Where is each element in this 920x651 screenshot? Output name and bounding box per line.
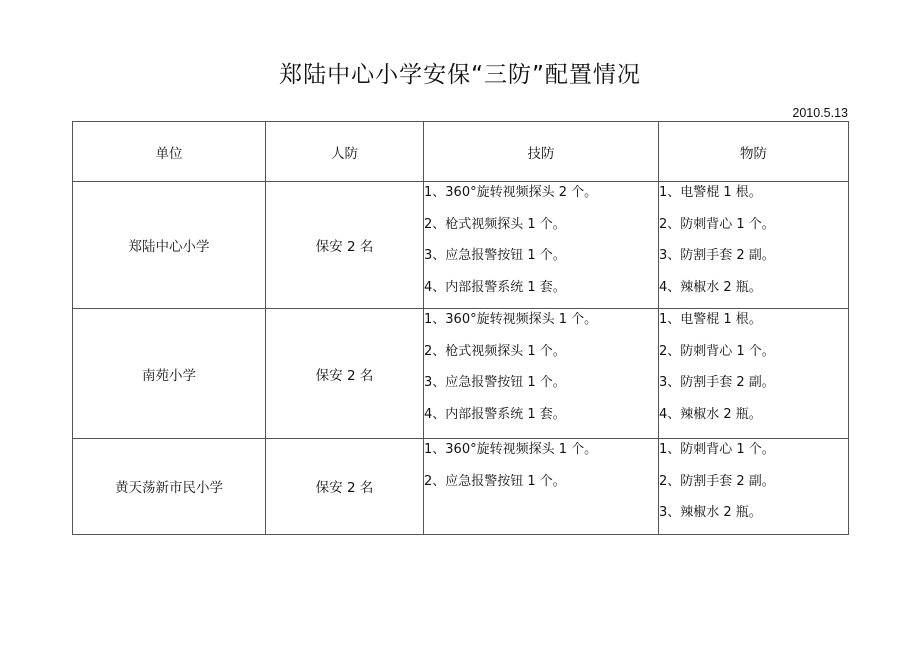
object-item: 3、辣椒水 2 瓶。 (659, 505, 762, 520)
security-config-table (72, 121, 849, 535)
document-date: 2010.5.13 (792, 106, 848, 120)
header-tech-defense: 技防 (424, 122, 659, 182)
table-header-row (73, 122, 849, 182)
tech-item: 1、360°旋转视频探头 1 个。 (424, 312, 598, 327)
person-cell: 保安 2 名 (266, 182, 424, 309)
unit-cell: 南苑小学 (73, 309, 266, 439)
table-row (73, 309, 849, 439)
tech-cell (424, 182, 659, 309)
table-row (73, 182, 849, 309)
object-cell (659, 182, 849, 309)
object-item: 4、辣椒水 2 瓶。 (659, 406, 762, 422)
person-cell: 保安 2 名 (266, 439, 424, 535)
table-row (73, 439, 849, 535)
object-item: 4、辣椒水 2 瓶。 (659, 279, 762, 295)
object-item: 1、防刺背心 1 个。 (659, 442, 775, 457)
header-person-defense: 人防 (266, 122, 424, 182)
page-title: 郑陆中心小学安保“三防”配置情况 (279, 62, 641, 88)
header-physical-defense: 物防 (659, 122, 849, 182)
object-item: 1、电警棍 1 根。 (659, 185, 762, 200)
tech-item: 4、内部报警系统 1 套。 (424, 406, 566, 422)
tech-item: 2、应急报警按钮 1 个。 (424, 473, 566, 489)
tech-item: 3、应急报警按钮 1 个。 (424, 375, 566, 390)
object-cell (659, 439, 849, 535)
object-item: 2、防刺背心 1 个。 (659, 216, 775, 232)
tech-item: 1、360°旋转视频探头 2 个。 (424, 185, 598, 200)
header-unit: 单位 (73, 122, 266, 182)
person-cell: 保安 2 名 (266, 309, 424, 439)
tech-item: 1、360°旋转视频探头 1 个。 (424, 442, 598, 457)
object-item: 2、防刺背心 1 个。 (659, 343, 775, 359)
tech-item: 2、枪式视频探头 1 个。 (424, 343, 566, 359)
object-item: 3、防割手套 2 副。 (659, 248, 775, 263)
tech-item: 2、枪式视频探头 1 个。 (424, 216, 566, 232)
tech-cell (424, 309, 659, 439)
object-item: 3、防割手套 2 副。 (659, 375, 775, 390)
tech-cell (424, 439, 659, 535)
object-cell (659, 309, 849, 439)
unit-cell: 黄天荡新市民小学 (73, 439, 266, 535)
object-item: 1、电警棍 1 根。 (659, 312, 762, 327)
object-item: 2、防割手套 2 副。 (659, 473, 775, 489)
tech-item: 3、应急报警按钮 1 个。 (424, 248, 566, 263)
unit-cell: 郑陆中心小学 (73, 182, 266, 309)
tech-item: 4、内部报警系统 1 套。 (424, 279, 566, 295)
